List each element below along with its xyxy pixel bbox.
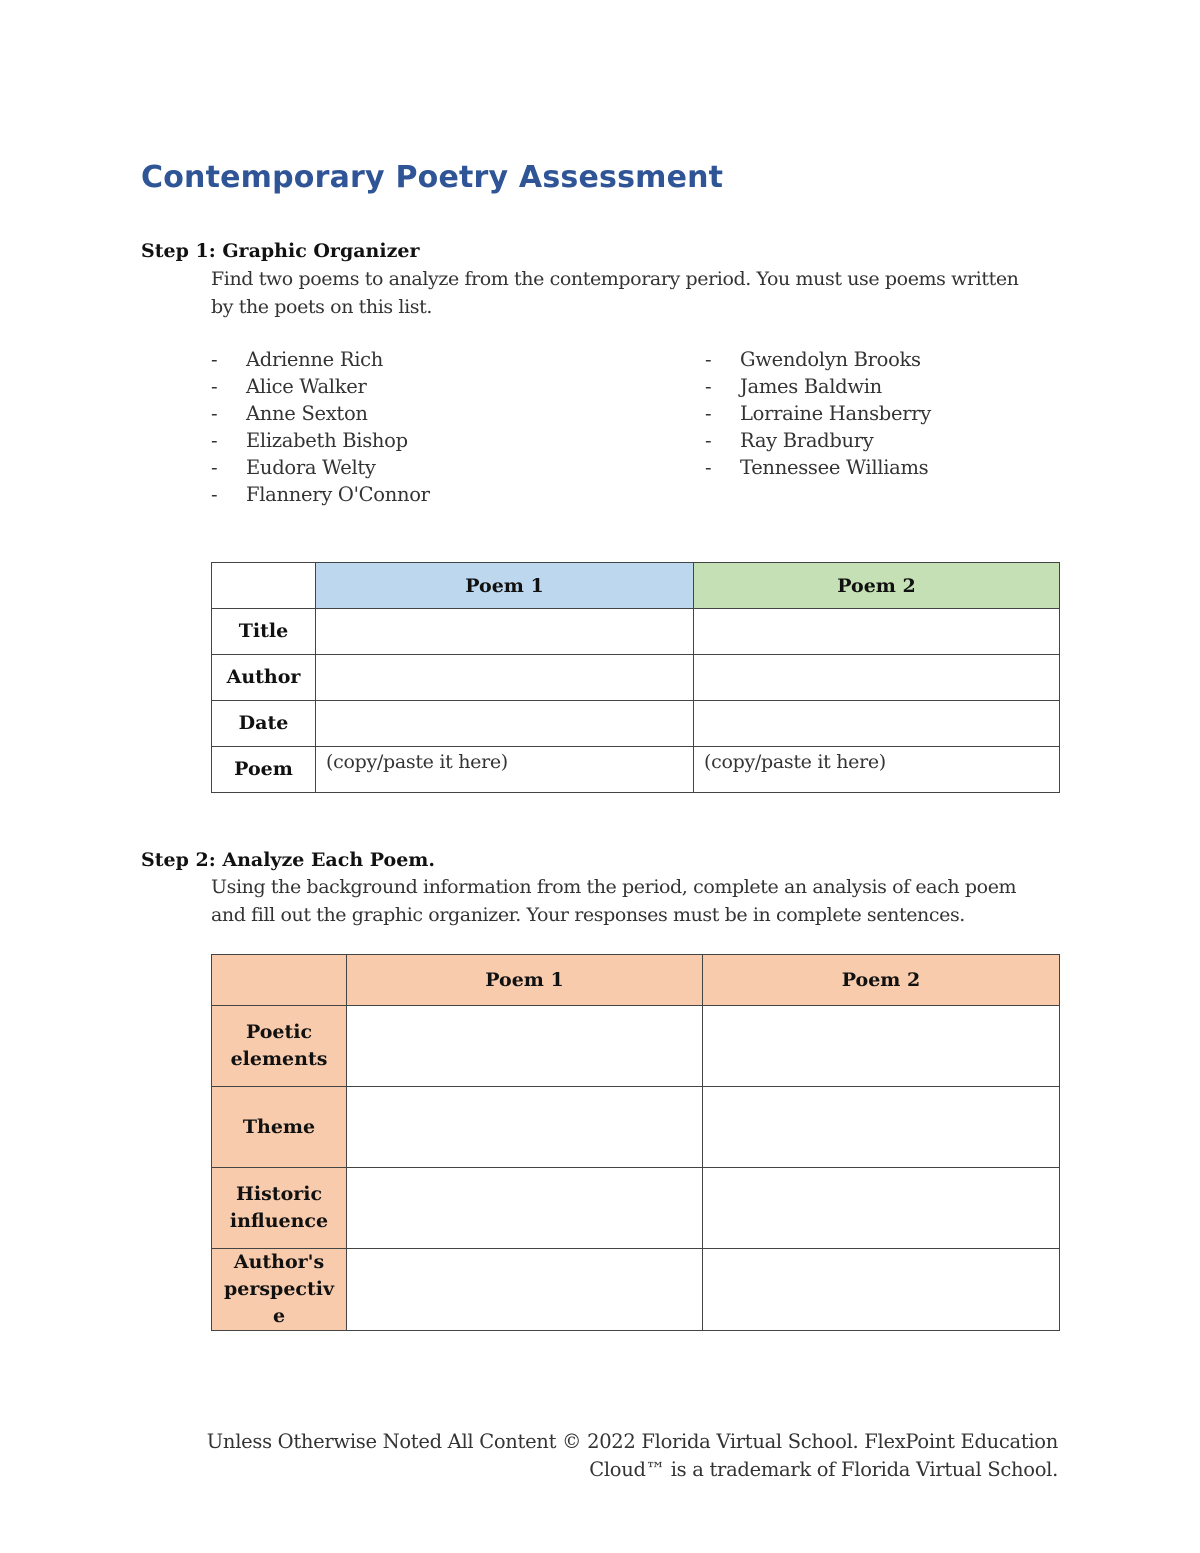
dash-marker: - (211, 402, 218, 425)
list-item (705, 346, 931, 373)
step2-instructions (211, 874, 1061, 929)
row-label-line: e (272, 1305, 286, 1327)
row-label-line: Theme (242, 1115, 316, 1138)
row-label-date: Date (212, 701, 316, 747)
step2-instructions-line2: and fill out the graphic organizer. Your responses must be in complete sentences. (211, 903, 965, 926)
step2-heading: Step 2: Analyze Each Poem. (141, 849, 435, 871)
dash-marker: - (705, 429, 712, 452)
step2-instructions-line1: Using the background information from the period, complete an analysis of each poem (211, 876, 1017, 898)
poem-analysis-table (211, 954, 1060, 1331)
poem1-column-header: Poem 1 (347, 955, 703, 1006)
row-label-line: Author's (233, 1251, 325, 1273)
table-row (212, 701, 1060, 747)
dash-marker: - (705, 402, 712, 425)
list-item (705, 454, 931, 481)
poet-name: Eudora Welty (246, 456, 376, 479)
poem2-text-cell[interactable]: (copy/paste it here) (694, 747, 1060, 793)
poet-name: Lorraine Hansberry (740, 402, 931, 425)
list-item (211, 427, 430, 454)
poet-list-right (705, 346, 931, 481)
poem1-title-cell[interactable] (316, 609, 694, 655)
poem-info-table (211, 562, 1060, 793)
step1-instructions (211, 266, 1061, 321)
row-label-historic-influence (212, 1168, 347, 1249)
dash-marker: - (705, 348, 712, 371)
poem2-poetic-elements-cell[interactable] (703, 1006, 1060, 1087)
poem1-column-header: Poem 1 (316, 563, 694, 609)
row-label-author: Author (212, 655, 316, 701)
list-item (705, 373, 931, 400)
poem2-historic-influence-cell[interactable] (703, 1168, 1060, 1249)
table-row (212, 1006, 1060, 1087)
dash-marker: - (211, 483, 218, 506)
poet-name: Flannery O'Connor (246, 483, 430, 506)
list-item (211, 373, 430, 400)
poet-name: Ray Bradbury (740, 429, 874, 452)
table-row (212, 1087, 1060, 1168)
list-item (211, 481, 430, 508)
row-label-line: elements (230, 1048, 328, 1070)
table-row (212, 1168, 1060, 1249)
copyright-footer (158, 1428, 1058, 1483)
dash-marker: - (705, 375, 712, 398)
step1-instructions-line1: Find two poems to analyze from the contemporary period. You must use poems written (211, 268, 1019, 290)
row-label-authors-perspective (212, 1249, 347, 1331)
poem1-theme-cell[interactable] (347, 1087, 703, 1168)
poem2-column-header: Poem 2 (694, 563, 1060, 609)
dash-marker: - (211, 456, 218, 479)
dash-marker: - (211, 375, 218, 398)
poem2-title-cell[interactable] (694, 609, 1060, 655)
poem1-author-cell[interactable] (316, 655, 694, 701)
table-header-row (212, 563, 1060, 609)
table-row (212, 747, 1060, 793)
list-item (211, 346, 430, 373)
table-corner-cell (212, 955, 347, 1006)
table-corner-cell (212, 563, 316, 609)
poem2-author-cell[interactable] (694, 655, 1060, 701)
poet-name: Gwendolyn Brooks (740, 348, 921, 371)
dash-marker: - (211, 348, 218, 371)
dash-marker: - (705, 456, 712, 479)
poet-name: Elizabeth Bishop (246, 429, 408, 452)
footer-line1: Unless Otherwise Noted All Content © 2022 Florida Virtual School. FlexPoint Education (206, 1430, 1058, 1453)
poem2-authors-perspective-cell[interactable] (703, 1249, 1060, 1331)
row-label-title: Title (212, 609, 316, 655)
step1-instructions-line2: by the poets on this list. (211, 295, 432, 318)
poet-name: Tennessee Williams (740, 456, 929, 479)
row-label-line: perspectiv (223, 1278, 335, 1300)
poem1-historic-influence-cell[interactable] (347, 1168, 703, 1249)
footer-line2: Cloud™ is a trademark of Florida Virtual School. (589, 1457, 1058, 1481)
page-title: Contemporary Poetry Assessment (141, 160, 724, 195)
row-label-line: influence (229, 1210, 329, 1232)
poet-name: Anne Sexton (246, 402, 368, 425)
list-item (705, 427, 931, 454)
poet-name: Adrienne Rich (246, 348, 384, 371)
row-label-poetic-elements (212, 1006, 347, 1087)
table-row (212, 655, 1060, 701)
dash-marker: - (211, 429, 218, 452)
poet-name: Alice Walker (246, 375, 367, 398)
table-row (212, 609, 1060, 655)
poem1-authors-perspective-cell[interactable] (347, 1249, 703, 1331)
poet-list-left (211, 346, 430, 508)
poem2-column-header: Poem 2 (703, 955, 1060, 1006)
row-label-line: Historic (235, 1183, 323, 1205)
list-item (211, 454, 430, 481)
poem2-date-cell[interactable] (694, 701, 1060, 747)
poem1-date-cell[interactable] (316, 701, 694, 747)
poem1-text-cell[interactable]: (copy/paste it here) (316, 747, 694, 793)
list-item (211, 400, 430, 427)
poet-name: James Baldwin (740, 375, 882, 398)
poem2-theme-cell[interactable] (703, 1087, 1060, 1168)
list-item (705, 400, 931, 427)
row-label-line: Poetic (245, 1021, 313, 1043)
row-label-poem: Poem (212, 747, 316, 793)
table-row (212, 1249, 1060, 1331)
row-label-theme (212, 1087, 347, 1168)
step1-heading: Step 1: Graphic Organizer (141, 240, 420, 262)
table-header-row (212, 955, 1060, 1006)
poem1-poetic-elements-cell[interactable] (347, 1006, 703, 1087)
